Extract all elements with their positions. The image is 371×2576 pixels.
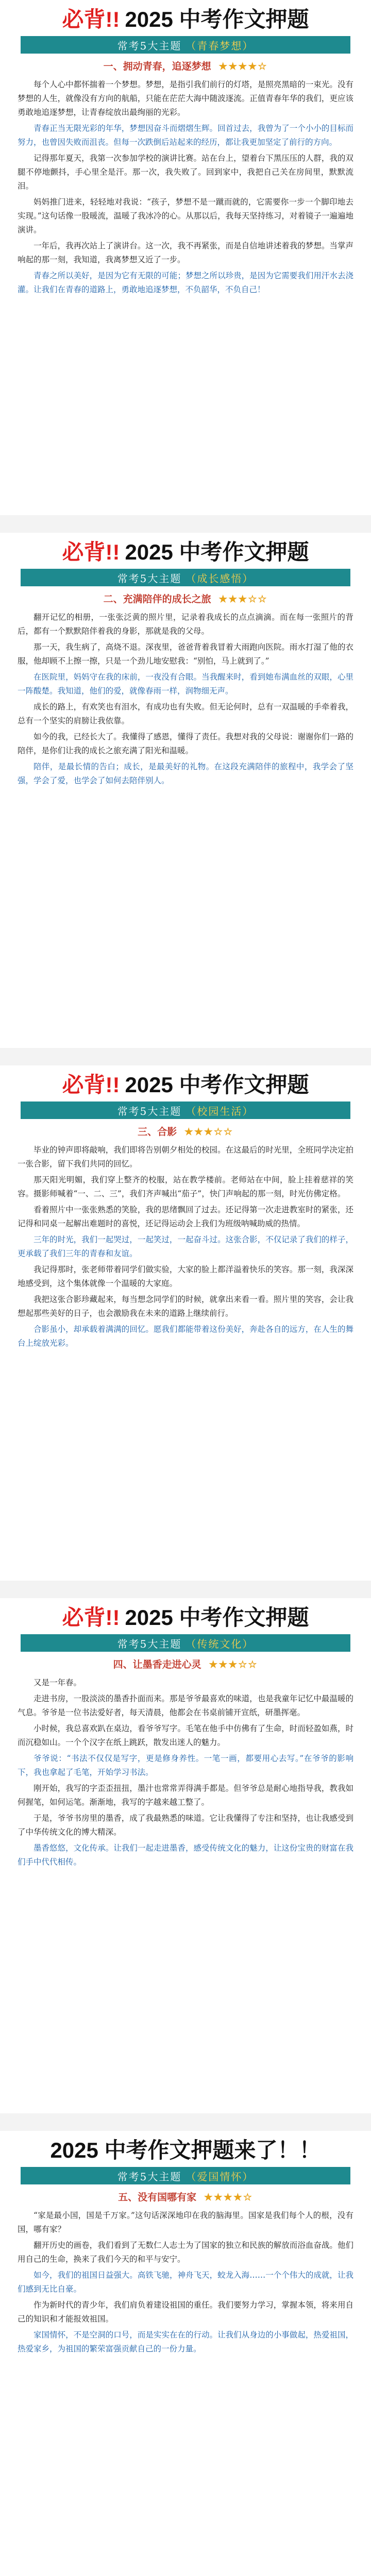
- essay-title-row: [0, 1657, 371, 1671]
- paragraph: 于是，爷爷书房里的墨香，成了我最熟悉的味道。它让我懂得了专注和坚持，也让我感受到了中华传统文化的博大精深。: [18, 1814, 353, 1837]
- section-banner: [0, 0, 371, 36]
- paragraph: 如今的我，已经长大了。我懂得了感恩，懂得了责任。我想对我的父母说：谢谢你们一路的陪伴，是你们让我的成长之旅充满了阳光和温暖。: [18, 732, 353, 755]
- theme-bar: [21, 1634, 350, 1652]
- paragraph: 如今，我们的祖国日益强大。高铁飞驰，神舟飞天，蛟龙入海……一个个伟大的成就，让我们感到无比自豪。: [18, 2270, 353, 2294]
- theme-name: （爱国情怀）: [185, 2170, 254, 2183]
- banner-prefix: 必背!!: [62, 540, 120, 564]
- paragraph: 翻开记忆的相册，一张张泛黄的照片里，记录着我成长的点点滴滴。而在每一张照片的背后，都有一个默默陪伴着我的身影，那就是我的父母。: [18, 613, 353, 636]
- section-5: [0, 2131, 371, 2576]
- paragraph: 走进书房，一股淡淡的墨香扑面而来。那是爷爷最喜欢的味道，也是我童年记忆中最温暖的气息。爷爷是一位书法爱好者，每天清晨，他都会在书桌前铺开宣纸，研墨挥毫。: [18, 1694, 353, 1717]
- section-4: [0, 1598, 371, 2113]
- essay-body: [0, 1140, 371, 1350]
- paragraph: 我记得那时，张老师带着同学们做实验，大家的脸上都洋溢着快乐的笑容。那一刻，我深深地感受到，这个集体就像一个温暖的大家庭。: [18, 1265, 353, 1288]
- paragraph: 妈妈推门进来，轻轻地对我说：“孩子，梦想不是一蹴而就的，它需要你一步一个脚印地去实现。”这句话像一股暖流，温暖了我冰冷的心。从那以后，我每天坚持练习，对着镜子一遍遍地演讲。: [18, 197, 353, 234]
- theme-name: （校园生活）: [185, 1105, 254, 1117]
- rating-stars: ★★★★☆: [218, 61, 268, 72]
- theme-name: （传统文化）: [185, 1637, 254, 1650]
- paragraph: 合影虽小，却承载着满满的回忆。愿我们都能带着这份美好，奔赴各自的远方，在人生的舞台上绽放光彩。: [18, 1325, 353, 1348]
- paragraph: 成长的路上，有欢笑也有泪水，有成功也有失败。但无论何时，总有一双温暖的手牵着我，总有一个坚实的肩膀让我依靠。: [18, 702, 353, 725]
- essay-title-row: [0, 59, 371, 73]
- paragraph: 看着照片中一张张熟悉的笑脸，我的思绪飘回了过去。还记得第一次走进教室时的紧张，还记得和同桌一起解出难题时的喜悦，还记得运动会上我们为班级呐喊助威的热情。: [18, 1205, 353, 1228]
- essay-body: [0, 607, 371, 788]
- paragraph: 又是一年春。: [33, 1678, 82, 1687]
- section-divider: [0, 2113, 371, 2131]
- theme-bar: [21, 1101, 350, 1119]
- section-2: [0, 533, 371, 1048]
- section-banner: [0, 533, 371, 569]
- section-divider: [0, 1048, 371, 1065]
- section-divider: [0, 1581, 371, 1598]
- essay-title: 五、没有国哪有家: [118, 2192, 197, 2203]
- paragraph: 青春之所以美好，是因为它有无限的可能；梦想之所以珍贵，是因为它需要我们用汗水去浇灌。让我们在青春的道路上，勇敢地追逐梦想，不负韶华，不负自己！: [18, 271, 353, 294]
- rating-stars: ★★★☆☆: [184, 1126, 233, 1138]
- essay-title-row: [0, 1124, 371, 1138]
- theme-label: 常考5大主题: [117, 2170, 182, 2183]
- section-banner: [0, 1065, 371, 1101]
- rating-stars: ★★★☆☆: [218, 594, 268, 605]
- paragraph: 陪伴，是最长情的告白；成长，是最美好的礼物。在这段充满陪伴的旅程中，我学会了坚强，学会了爱，也学会了如何去陪伴别人。: [18, 762, 353, 785]
- rating-stars: ★★★☆☆: [209, 1659, 258, 1670]
- essay-title-row: [0, 591, 371, 605]
- section-3: [0, 1065, 371, 1581]
- paragraph: 作为新时代的青少年，我们肩负着建设祖国的重任。我们要努力学习，掌握本领，将来用自己的知识和才能报效祖国。: [18, 2300, 353, 2324]
- paragraph: 那天阳光明媚，我们穿上整齐的校服，站在教学楼前。老师站在中间，脸上挂着慈祥的笑容。摄影师喊着“一、二、三”，我们齐声喊出“茄子”，快门声响起的那一刻，时光仿佛定格。: [18, 1175, 353, 1198]
- theme-label: 常考5大主题: [117, 1105, 182, 1117]
- paragraph: 爷爷说：“书法不仅仅是写字，更是修身养性。一笔一画，都要用心去写。”在爷爷的影响下，我也拿起了毛笔，开始学习书法。: [18, 1754, 353, 1777]
- paragraph: 翻开历史的画卷，我们看到了无数仁人志士为了国家的独立和民族的解放而浴血奋战。他们用自己的生命，换来了我们今天的和平与安宁。: [18, 2241, 353, 2264]
- theme-bar: [21, 569, 350, 586]
- paragraph: 记得那年夏天，我第一次参加学校的演讲比赛。站在台上，望着台下黑压压的人群，我的双腿不停地颤抖，手心里全是汗。那一次，我失败了。回到家中，我把自己关在房间里，默默流泪。: [18, 154, 353, 191]
- rating-stars: ★★★★☆: [204, 2192, 253, 2203]
- banner-main: 2025 中考作文押题: [125, 7, 309, 31]
- paragraph: 毕业的钟声即将敲响，我们即将告别朝夕相处的校园。在这最后的时光里，全班同学决定拍一张合影，留下我们共同的回忆。: [18, 1145, 353, 1168]
- banner-main: 2025 中考作文押题: [125, 540, 309, 564]
- essay-body: [0, 75, 371, 297]
- theme-bar: [21, 36, 350, 54]
- theme-label: 常考5大主题: [117, 39, 182, 52]
- banner-main: 2025 中考作文押题来了！！: [50, 2138, 321, 2162]
- paragraph: 在医院里，妈妈守在我的床前，一夜没有合眼。当我醒来时，看到她布满血丝的双眼，心里一阵酸楚。我知道，他们的爱，就像春雨一样，润物细无声。: [18, 672, 353, 696]
- banner-main: 2025 中考作文押题: [125, 1605, 309, 1630]
- banner-main: 2025 中考作文押题: [125, 1073, 309, 1097]
- paragraph: 小时候，我总喜欢趴在桌边，看爷爷写字。毛笔在他手中仿佛有了生命，时而轻盈如燕，时而沉稳如山。一个个汉字在纸上跳跃，散发出迷人的魅力。: [18, 1724, 353, 1747]
- paragraph: 青春正当无限光彩的年华，梦想因奋斗而熠熠生辉。回首过去，我曾为了一个小小的目标而努力，也曾因失败而沮丧。但每一次跌倒后站起来的经历，都让我更加坚定了前行的方向。: [18, 124, 353, 147]
- section-banner: [0, 1598, 371, 1634]
- paragraph: 一年后，我再次站上了演讲台。这一次，我不再紧张，而是自信地讲述着我的梦想。当掌声响起的那一刻，我知道，我离梦想又近了一步。: [18, 241, 353, 264]
- paragraph: 家国情怀，不是空洞的口号，而是实实在在的行动。让我们从身边的小事做起，热爱祖国，热爱家乡，为祖国的繁荣富强贡献自己的一份力量。: [18, 2330, 353, 2353]
- essay-title: 二、充满陪伴的成长之旅: [103, 594, 211, 605]
- theme-name: （青春梦想）: [185, 39, 254, 52]
- theme-bar: [21, 2167, 350, 2184]
- section-1: [0, 0, 371, 515]
- paragraph: 墨香悠悠，文化传承。让我们一起走进墨香，感受传统文化的魅力，让这份宝贵的财富在我们手中代代相传。: [18, 1843, 353, 1867]
- theme-label: 常考5大主题: [117, 572, 182, 585]
- essay-title: 四、让墨香走进心灵: [113, 1659, 201, 1670]
- paragraph: “家是最小国，国是千万家。”这句话深深地印在我的脑海里。国家是我们每个人的根，没有国，哪有家？: [18, 2211, 353, 2234]
- paragraph: 刚开始，我写的字歪歪扭扭，墨汁也常常弄得满手都是。但爷爷总是耐心地指导我，教我如何握笔，如何运笔。渐渐地，我写的字越来越工整了。: [18, 1784, 353, 1807]
- banner-prefix: 必背!!: [62, 7, 120, 31]
- essay-title: 一、拥动青春，追逐梦想: [103, 61, 211, 72]
- section-divider: [0, 515, 371, 533]
- essay-body: [0, 1673, 371, 1869]
- essay-title-row: [0, 2190, 371, 2204]
- paragraph: 我把这张合影珍藏起来，每当想念同学们的时候，就拿出来看一看。照片里的笑容，会让我想起那些美好的日子，也会激励我在未来的道路上继续前行。: [18, 1295, 353, 1318]
- banner-prefix: 必背!!: [62, 1605, 120, 1630]
- essay-title: 三、合影: [138, 1126, 177, 1138]
- banner-prefix: 必背!!: [62, 1073, 120, 1097]
- paragraph: 那一天，我生病了，高烧不退。深夜里，爸爸背着我冒着大雨跑向医院。雨水打湿了他的衣服，他却顾不上擦一擦，只是一个劲儿地安慰我：“别怕，马上就到了。”: [18, 642, 353, 666]
- essay-body: [0, 2206, 371, 2356]
- theme-label: 常考5大主题: [117, 1637, 182, 1650]
- paragraph: 每个人心中都怀揣着一个梦想。梦想，是指引我们前行的灯塔，是照亮黑暗的一束光。没有梦想的人生，就像没有方向的航船，只能在茫茫大海中随波逐流。正值青春年华的我们，更应该勇敢地追逐梦想，让青春绽放出最绚丽的光彩。: [18, 80, 353, 117]
- paragraph: 三年的时光，我们一起哭过，一起笑过，一起奋斗过。这张合影，不仅记录了我们的样子，更承载了我们三年的青春和友谊。: [18, 1235, 353, 1258]
- section-banner: [0, 2131, 371, 2167]
- theme-name: （成长感悟）: [185, 572, 254, 585]
